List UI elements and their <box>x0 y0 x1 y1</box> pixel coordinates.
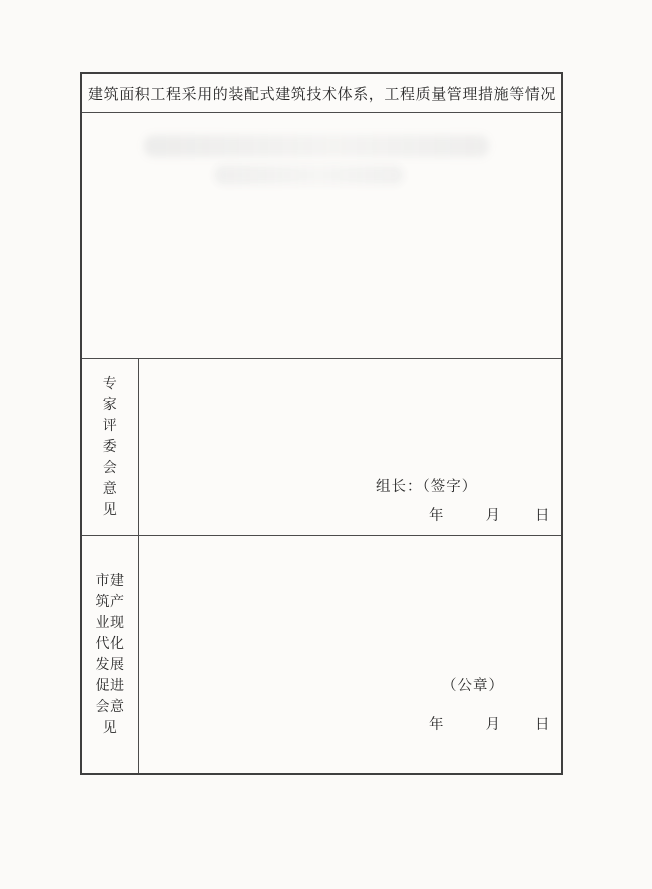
expert-committee-opinion-cell <box>139 359 561 535</box>
expert-date-line <box>429 504 550 525</box>
expert-committee-label: 专家评委会意见 <box>102 376 118 518</box>
year-label: 年 <box>429 508 444 524</box>
promotion-association-row <box>82 536 561 773</box>
official-seal-label: （公章） <box>442 678 504 694</box>
bleedthrough-smudge <box>214 165 404 185</box>
association-date-line <box>429 713 550 734</box>
day-label: 日 <box>535 508 550 524</box>
group-leader-signature-label: 组长：（签字） <box>376 479 478 495</box>
promotion-association-label: 市建筑产业现代化发展促进会意见 <box>95 573 125 736</box>
form-header-row <box>82 74 561 113</box>
technical-system-notes-cell <box>82 113 561 359</box>
promotion-association-label-cell <box>82 536 139 773</box>
year-label: 年 <box>429 717 444 733</box>
promotion-association-opinion-cell <box>139 536 561 773</box>
month-label: 月 <box>485 508 500 524</box>
review-form-table <box>80 72 563 775</box>
expert-committee-label-cell <box>82 359 139 535</box>
form-header-text: 建筑面积工程采用的装配式建筑技术体系，工程质量管理措施等情况 <box>88 86 557 103</box>
day-label: 日 <box>535 717 550 733</box>
bleedthrough-smudge <box>144 135 489 157</box>
expert-committee-row <box>82 359 561 536</box>
month-label: 月 <box>485 717 500 733</box>
